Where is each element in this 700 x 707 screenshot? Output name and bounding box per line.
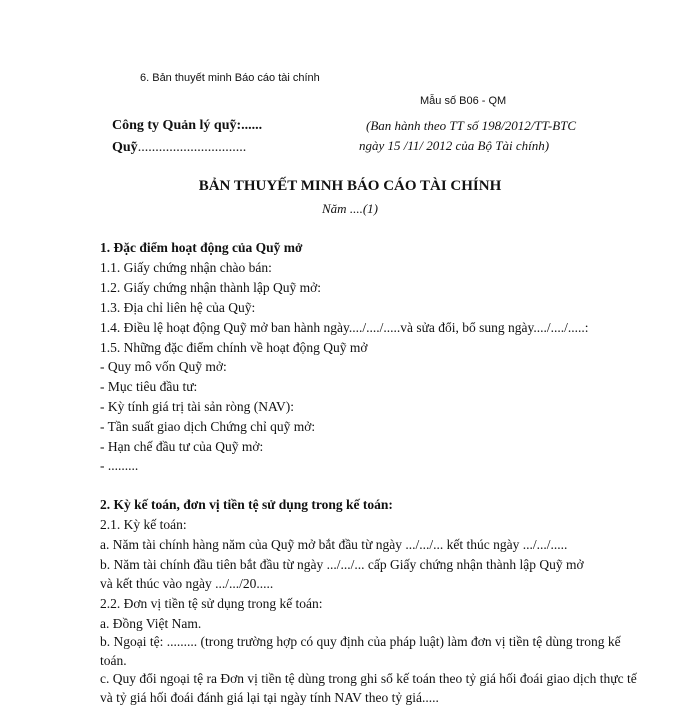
- company-label: Công ty Quản lý quỹ:......: [112, 118, 263, 133]
- section2-line: b. Năm tài chính đầu tiên bắt đầu từ ngày .../.../... cấp Giấy chứng nhận thành lập Quỹ mở: [100, 557, 584, 572]
- issued-line-1: (Ban hành theo TT số 198/2012/TT-BTC: [366, 118, 577, 133]
- section-label: 6. Bản thuyết minh Báo cáo tài chính: [140, 72, 320, 84]
- section2-line: 2.1. Kỳ kế toán:: [100, 517, 187, 532]
- fund-label-text: Quỹ: [112, 140, 138, 155]
- section1-line: 1.1. Giấy chứng nhận chào bán:: [100, 260, 272, 275]
- section1-line: 1.3. Địa chỉ liên hệ của Quỹ:: [100, 300, 256, 315]
- section2-heading: 2. Kỳ kế toán, đơn vị tiền tệ sử dụng trong kế toán:: [100, 497, 393, 512]
- section1-line: - Mục tiêu đầu tư:: [100, 379, 198, 394]
- fund-label: [112, 140, 246, 156]
- section1-line: - Kỳ tính giá trị tài sản ròng (NAV):: [100, 399, 294, 414]
- section2-line: c. Quy đổi ngoại tệ ra Đơn vị tiền tệ dùng trong ghi sổ kế toán theo tỷ giá hối đoái giao dịch thực tế và tỷ giá hối đoái đánh giá lại tại ngày tính NAV theo tỷ giá.....: [100, 671, 637, 705]
- section1-line: - .........: [100, 458, 139, 473]
- section1-line: 1.2. Giấy chứng nhận thành lập Quỹ mở:: [100, 280, 322, 295]
- section1-line: - Hạn chế đầu tư của Quỹ mở:: [100, 439, 264, 454]
- section2-line: a. Năm tài chính hàng năm của Quỹ mở bắt đầu từ ngày .../.../... kết thúc ngày .../.../.....: [100, 537, 568, 552]
- section2-line: 2.2. Đơn vị tiền tệ sử dụng trong kế toán:: [100, 596, 323, 611]
- section1-heading: 1. Đặc điểm hoạt động của Quỹ mở: [100, 240, 303, 255]
- form-code: Mẫu số B06 - QM: [420, 95, 507, 107]
- section2-line: a. Đồng Việt Nam.: [100, 616, 202, 631]
- section1-line: - Tần suất giao dịch Chứng chỉ quỹ mở:: [100, 419, 316, 434]
- section1-line: 1.5. Những đặc điểm chính về hoạt động Quỹ mở: [100, 340, 368, 355]
- section1-line: 1.4. Điều lệ hoạt động Quỹ mở ban hành ngày..../..../.....và sửa đổi, bổ sung ngày..../..../.....:: [100, 320, 589, 335]
- section2-line: b. Ngoại tệ: ......... (trong trường hợp có quy định của pháp luật) làm đơn vị tiền tệ dùng trong kế toán.: [100, 634, 621, 668]
- document-title: BẢN THUYẾT MINH BÁO CÁO TÀI CHÍNH: [198, 178, 502, 194]
- fund-dots: ...............................: [137, 140, 247, 155]
- section2-line: và kết thúc vào ngày .../.../20.....: [100, 576, 274, 591]
- issued-line-2: ngày 15 /11/ 2012 của Bộ Tài chính): [359, 138, 550, 153]
- document-year: Năm ....(1): [322, 201, 378, 216]
- section1-line: - Quy mô vốn Quỹ mở:: [100, 359, 227, 374]
